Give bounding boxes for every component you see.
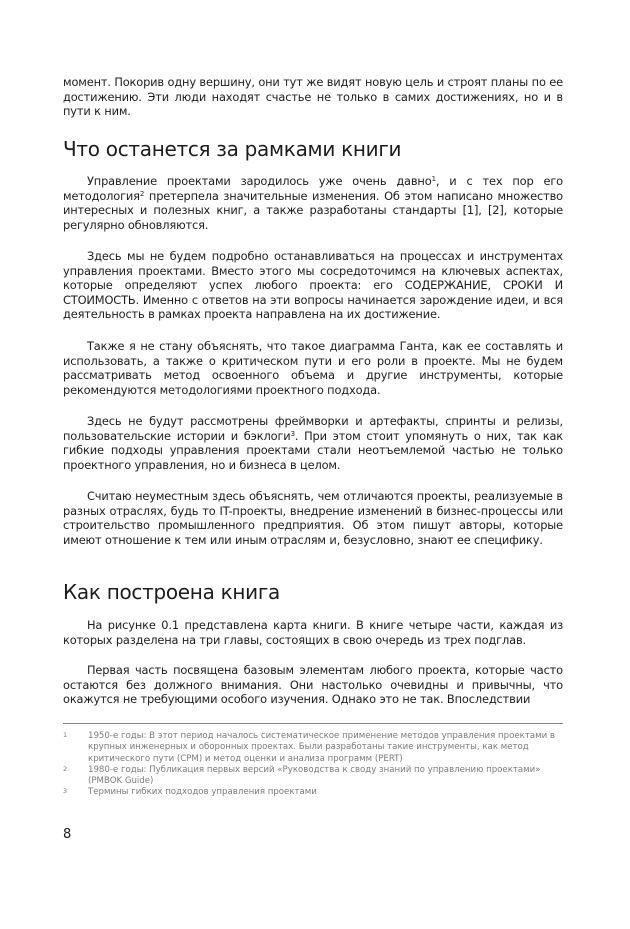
footnote-divider (63, 723, 563, 724)
footnote-2-text: 1980-е годы: Публикация первых версий «Руководства к своду знаний по управлению проектами» (PMBOK Guide) (88, 764, 541, 787)
section-title-out-of-scope: Что останется за рамками книги (63, 137, 402, 161)
paragraph-history-text-a: Управление проектами зародилось уже очень давно (87, 174, 432, 188)
paragraph-history-text-c: претерпела значительные изменения. Об этом написано множество интересных и полезных книг, а также разработаны стандарты [1], [2], которые регулярно обновляются. (63, 188, 563, 232)
footnote-3-text: Термины гибких подходов управления проектами (88, 787, 317, 798)
footnote-ref-1[interactable]: 1 (431, 175, 436, 183)
footnote-1-text: 1950-е годы: В этот период началось систематическое применение методов управления проектами в крупных инженерных и оборонных проектах. Были разработаны такие инструменты, как метод критического пути (CPM) и метод оценки и анализа программ (PERT) (88, 731, 555, 764)
footnote-2-number: 2 (63, 764, 68, 773)
paragraph-focus: Здесь мы не будем подробно останавливаться на процессах и инструментах управления проектами. Вместо этого мы сосредоточимся на ключевых аспектах, которые определяют успех любого проекта: его СОДЕРЖАНИЕ, СРОКИ И СТОИМОСТЬ. Именно с ответов на эти вопросы начинается зарождение идеи, и вся деятельность в рамках проекта направлена на их достижение. (63, 249, 563, 322)
footnote-ref-3[interactable]: 3 (290, 429, 295, 438)
footnote-1 (63, 731, 563, 765)
paragraph-agile-text-b: . При этом стоит упомянуть о них, так как гибкие подходы управления проектами стали неотъемлемой частью не только проектного управления, но и бизнеса в целом. (63, 428, 563, 472)
book-page (63, 0, 563, 929)
footnote-3 (63, 787, 563, 798)
paragraph-book-map: На рисунке 0.1 представлена карта книги. В книге четыре части, каждая из которых разделена на три главы, состоящих в свою очередь из трех подглав. (63, 618, 563, 647)
paragraph-industries: Считаю неуместным здесь объяснять, чем отличаются проекты, реализуемые в разных отраслях, будь то IT-проекты, внедрение изменений в бизнес-процессы или строительство промышленного предприятия. Об этом пишут авторы, которые имеют отношение к тем или иным отраслям и, безусловно, знают ее специфику. (63, 489, 563, 547)
paragraph-part-one: Первая часть посвящена базовым элементам любого проекта, которые часто остаются без должного внимания. Они настолько очевидны и привычны, что окажутся не требующими особого изучения. Однако это не так. Впоследствии (63, 663, 563, 707)
footnote-ref-2[interactable]: 2 (139, 189, 145, 198)
intro-paragraph: момент. Покорив одну вершину, они тут же видят новую цель и строят планы по ее достижению. Эти люди находят счастье не только в самих достижениях, но и в пути к ним. (63, 75, 563, 119)
footnotes-section (63, 731, 563, 799)
paragraph-history (63, 174, 563, 232)
page-number: 8 (63, 827, 72, 842)
section-title-book-structure: Как построена книга (63, 580, 280, 604)
paragraph-agile (63, 414, 563, 472)
footnote-2 (63, 765, 563, 788)
footnote-3-number: 3 (63, 787, 68, 796)
paragraph-history-text-b: , и с тех пор его методология (63, 174, 563, 203)
paragraph-gantt: Также я не стану объяснять, что такое диаграмма Ганта, как ее составлять и использовать, а также о критическом пути и его роли в проекте. Мы не будем рассматривать метод освоенного объема и другие инструменты, которые рекомендуются методологиями проектного подхода. (63, 339, 563, 397)
footnote-1-number: 1 (63, 731, 68, 739)
paragraph-agile-text-a: Здесь не будут рассмотрены фреймворки и артефакты, спринты и релизы, пользовательские истории и бэклоги (63, 414, 563, 443)
